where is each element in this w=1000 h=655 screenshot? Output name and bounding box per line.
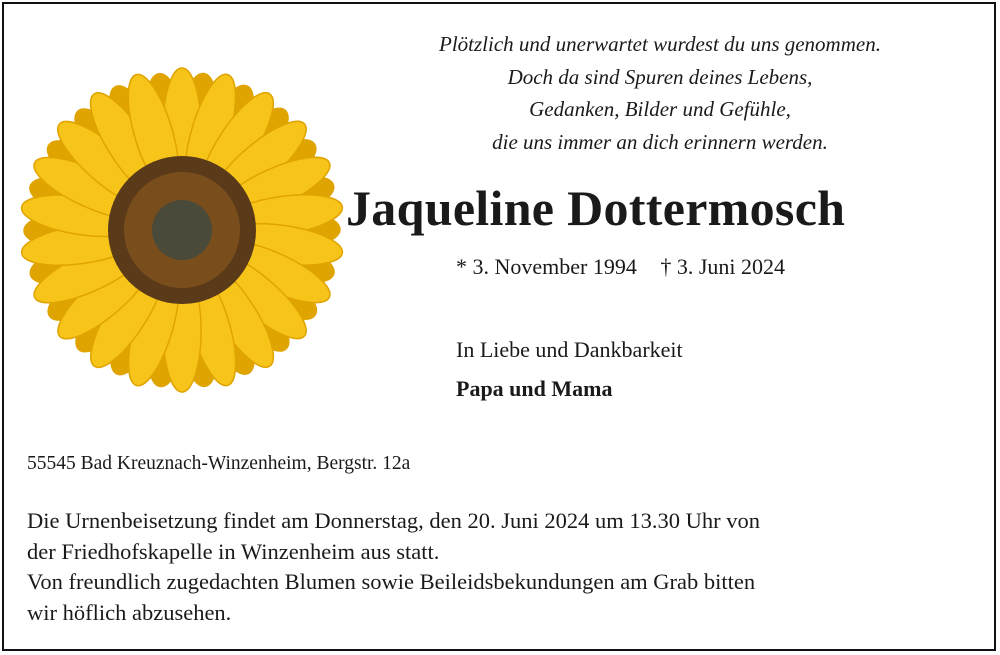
notice-line: Die Urnenbeisetzung findet am Donnerstag, den 20. Juni 2024 um 13.30 Uhr von — [27, 508, 760, 533]
poem-line: Doch da sind Spuren deines Lebens, — [507, 64, 813, 89]
funeral-notice — [27, 506, 957, 628]
poem-line: Gedanken, Bilder und Gefühle, — [529, 97, 791, 121]
sunflower-icon — [12, 60, 352, 400]
death-date: † 3. Juni 2024 — [660, 254, 786, 279]
poem-line: Plötzlich und unerwartet wurdest du uns genommen. — [439, 32, 881, 56]
life-dates — [456, 254, 785, 280]
mourners-names: Papa und Mama — [456, 376, 613, 401]
birth-date: * 3. November 1994 — [456, 254, 637, 279]
family-address: 55545 Bad Kreuznach-Winzenheim, Bergstr. 12a — [27, 453, 411, 474]
poem-line: die uns immer an dich erinnern werden. — [492, 129, 828, 154]
deceased-name: Jaqueline Dottermosch — [346, 180, 846, 236]
notice-line: Von freundlich zugedachten Blumen sowie Beileidsbekundungen am Grab bitten — [27, 569, 756, 594]
mourners-intro: In Liebe und Dankbarkeit — [456, 337, 683, 362]
memorial-poem — [350, 28, 970, 158]
notice-line: der Friedhofskapelle in Winzenheim aus statt. — [27, 538, 440, 564]
notice-line: wir höflich abzusehen. — [27, 599, 232, 625]
